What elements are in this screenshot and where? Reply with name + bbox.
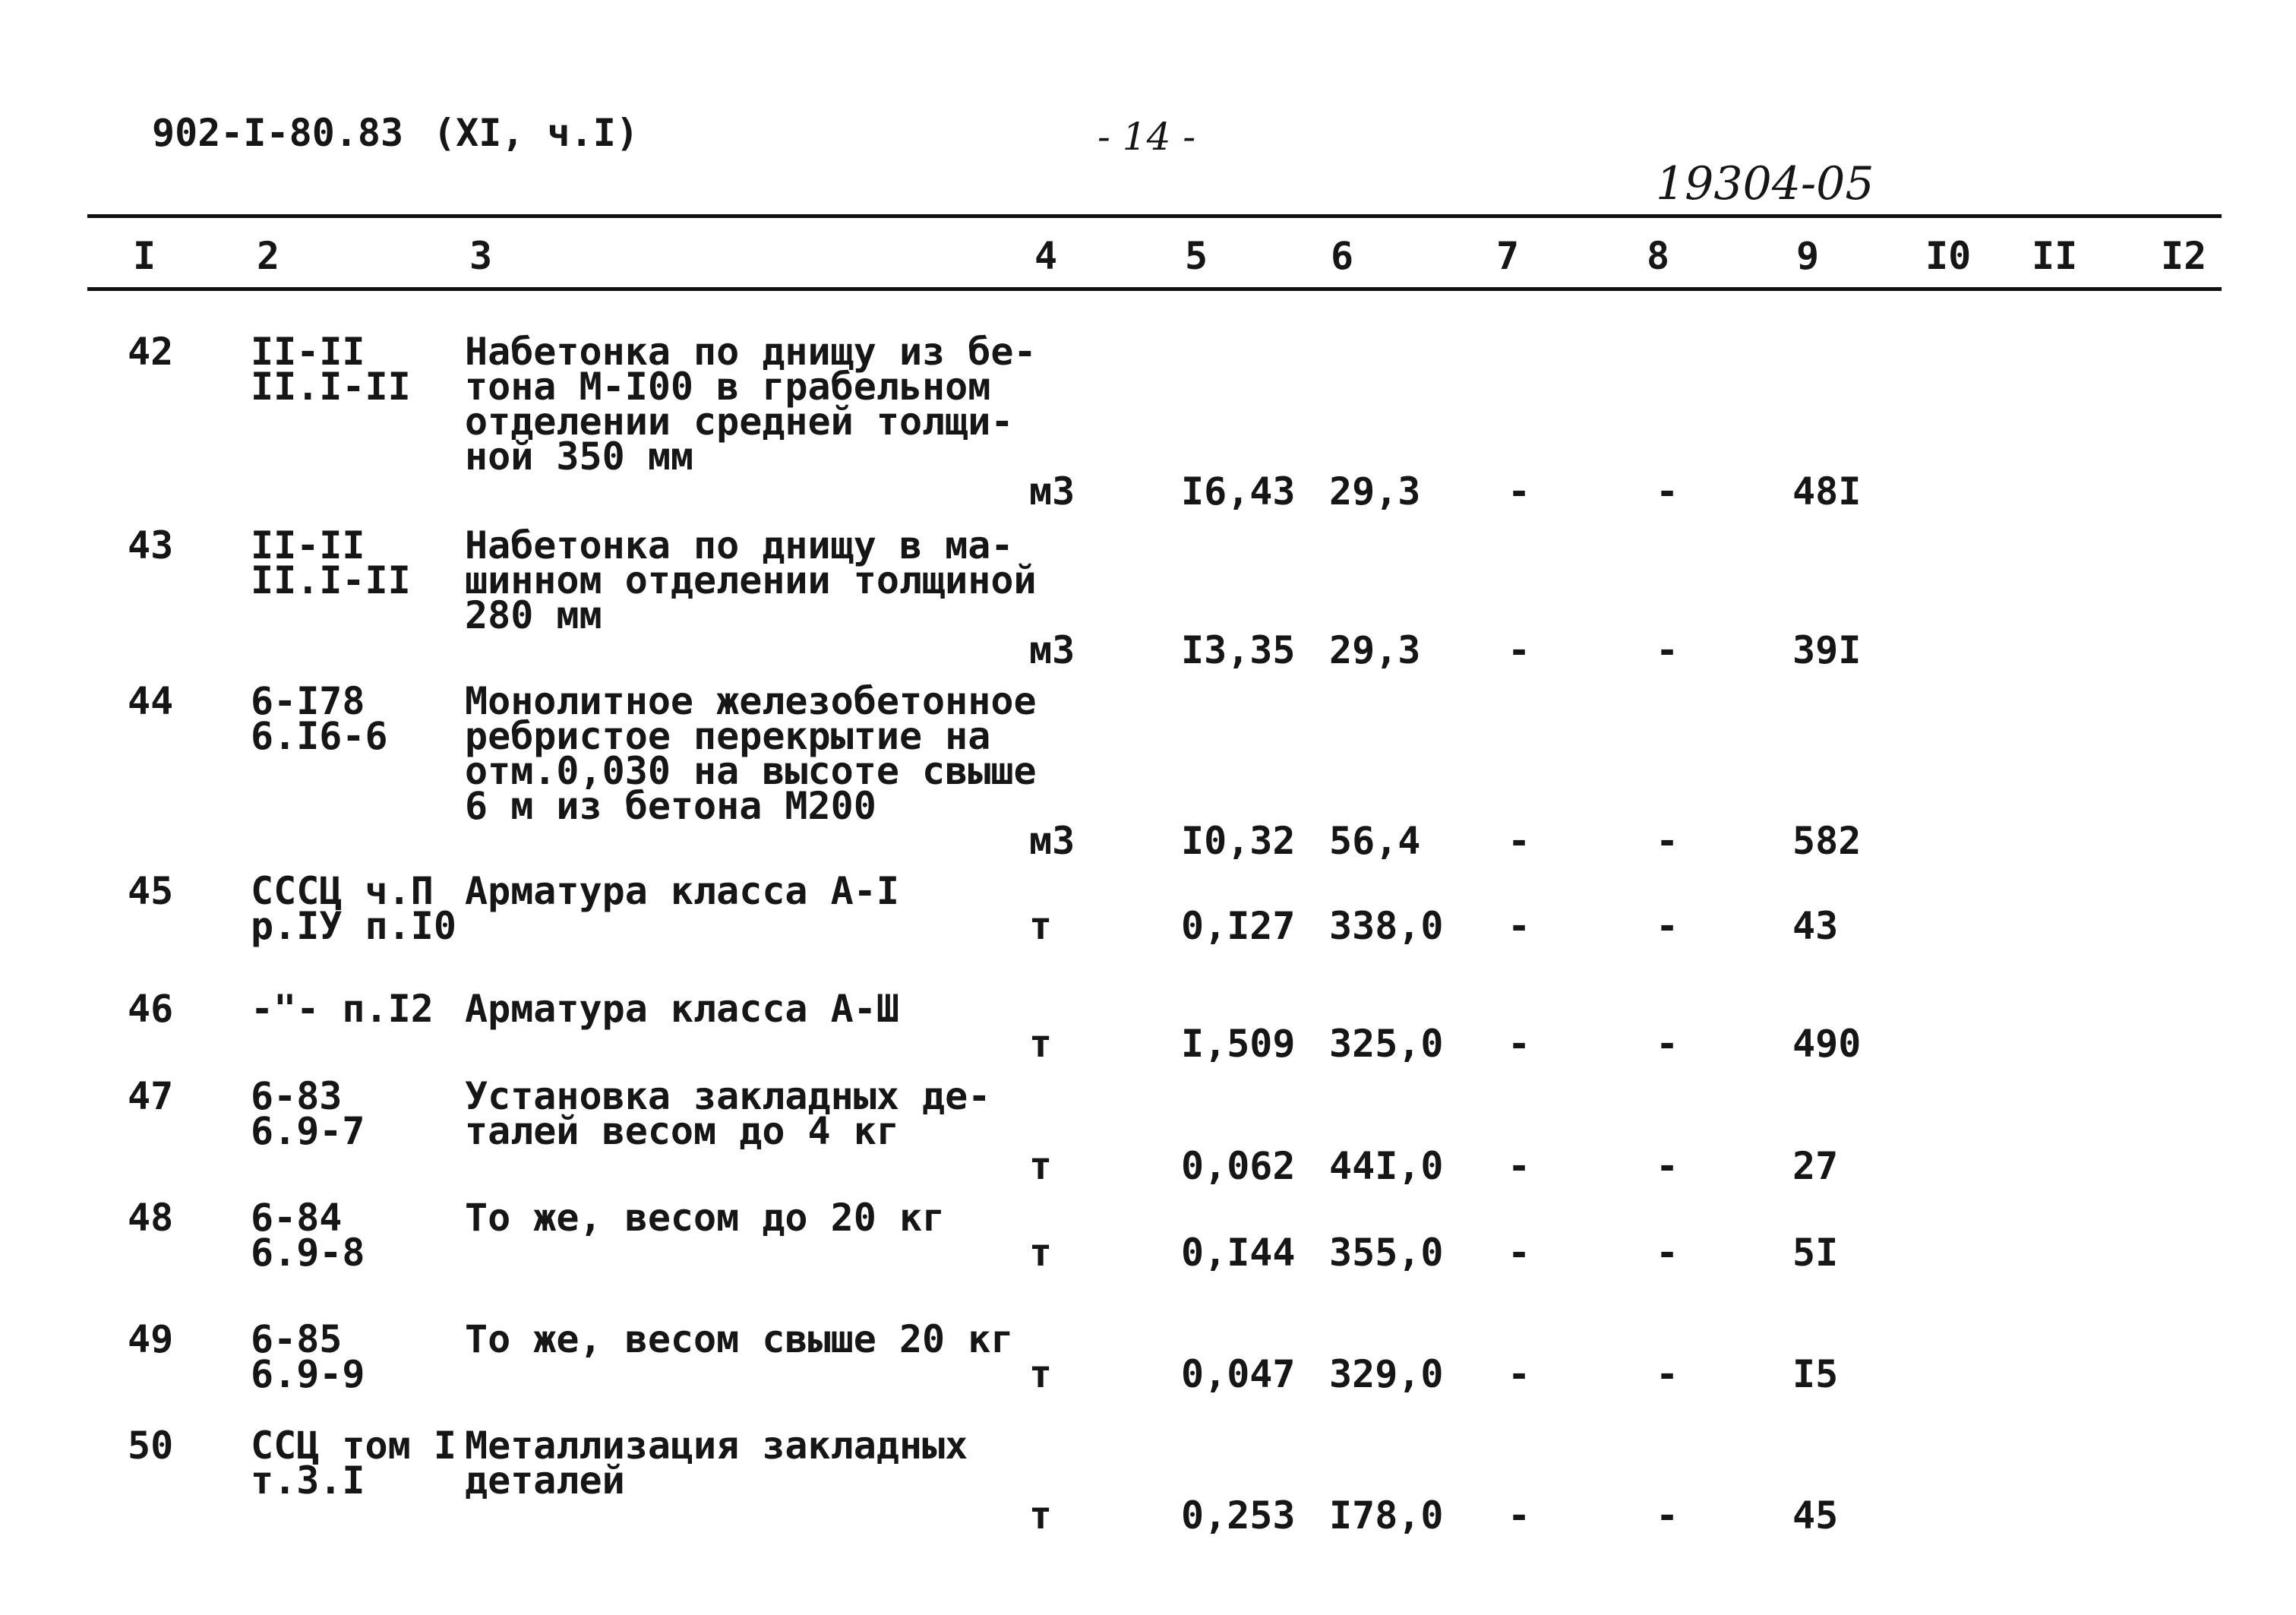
work-description: талей весом до 4 кг [465, 1109, 899, 1153]
column-header: I2 [2161, 234, 2207, 278]
work-description: 6 м из бетона М200 [465, 784, 876, 828]
work-description: Монолитное железобетонное [465, 679, 1037, 723]
norm-code: т.3.I [251, 1459, 365, 1503]
work-description: деталей [465, 1459, 625, 1503]
column-7-cell: - [1508, 819, 1531, 863]
work-description: Набетонка по днищу в ма- [465, 523, 1014, 567]
work-description: Металлизация закладных [465, 1424, 968, 1468]
work-description: Арматура класса А-Ш [465, 987, 899, 1031]
column-header: 2 [257, 234, 280, 278]
unit-price-cell: 329,0 [1329, 1352, 1444, 1396]
page-number: - 14 - [1097, 115, 1196, 159]
unit-price-cell: 56,4 [1329, 819, 1421, 863]
work-description: отделении средней толщи- [465, 400, 1014, 444]
quantity-cell: I3,35 [1181, 628, 1296, 672]
column-7-cell: - [1508, 628, 1531, 672]
norm-code: 6-84 [251, 1196, 343, 1240]
norm-code: II-II [251, 523, 365, 567]
total-cost-cell: 48I [1792, 469, 1862, 514]
total-cost-cell: 43 [1792, 904, 1839, 948]
unit-price-cell: 338,0 [1329, 904, 1444, 948]
total-cost-cell: 45 [1792, 1493, 1839, 1538]
norm-code: II-II [251, 330, 365, 374]
unit-cell: м3 [1029, 469, 1075, 514]
column-header: 5 [1185, 234, 1208, 278]
quantity-cell: I6,43 [1181, 469, 1296, 514]
column-8-cell: - [1656, 469, 1679, 514]
column-header: I [133, 234, 156, 278]
norm-code: 6.9-8 [251, 1231, 365, 1275]
table-top-rule [87, 214, 2222, 218]
unit-cell: м3 [1029, 628, 1075, 672]
work-description: Арматура класса А-I [465, 869, 899, 913]
quantity-cell: 0,I27 [1181, 904, 1296, 948]
column-header: I0 [1925, 234, 1972, 278]
column-header: 4 [1034, 234, 1058, 278]
document-volume: (XI, ч.I) [433, 111, 639, 155]
unit-price-cell: 29,3 [1329, 469, 1421, 514]
norm-code: р.IУ п.I0 [251, 904, 456, 948]
column-7-cell: - [1508, 1144, 1531, 1188]
column-8-cell: - [1656, 1144, 1679, 1188]
norm-code: 6-85 [251, 1317, 343, 1361]
work-description: ребристое перекрытие на [465, 714, 991, 758]
column-8-cell: - [1656, 1493, 1679, 1538]
work-description: тона М-I00 в грабельном [465, 365, 991, 409]
quantity-cell: 0,047 [1181, 1352, 1296, 1396]
column-8-cell: - [1656, 1022, 1679, 1066]
norm-code: II.I-II [251, 558, 411, 602]
norm-code: СССЦ ч.П [251, 869, 434, 913]
work-description: То же, весом до 20 кг [465, 1196, 946, 1240]
norm-code: 6.9-7 [251, 1109, 365, 1153]
column-header: 7 [1496, 234, 1520, 278]
norm-code: 6.I6-6 [251, 714, 388, 758]
work-description: ной 350 мм [465, 435, 694, 479]
norm-code: 6-83 [251, 1074, 343, 1118]
unit-price-cell: 325,0 [1329, 1022, 1444, 1066]
quantity-cell: 0,I44 [1181, 1231, 1296, 1275]
document-code: 902-I-80.83 [152, 111, 404, 155]
column-8-cell: - [1656, 1352, 1679, 1396]
work-description: 280 мм [465, 593, 602, 637]
quantity-cell: I0,32 [1181, 819, 1296, 863]
total-cost-cell: I5 [1792, 1352, 1839, 1396]
unit-price-cell: 29,3 [1329, 628, 1421, 672]
total-cost-cell: 490 [1792, 1022, 1862, 1066]
quantity-cell: 0,253 [1181, 1493, 1296, 1538]
unit-cell: т [1029, 1352, 1053, 1396]
column-8-cell: - [1656, 1231, 1679, 1275]
work-description: отм.0,030 на высоте свыше [465, 749, 1037, 793]
work-description: шинном отделении толщиной [465, 558, 1037, 602]
work-description: То же, весом свыше 20 кг [465, 1317, 1014, 1361]
unit-price-cell: 355,0 [1329, 1231, 1444, 1275]
unit-price-cell: I78,0 [1329, 1493, 1444, 1538]
total-cost-cell: 5I [1792, 1231, 1839, 1275]
column-7-cell: - [1508, 1493, 1531, 1538]
row-number: 46 [128, 987, 174, 1031]
row-number: 44 [128, 679, 174, 723]
row-number: 43 [128, 523, 174, 567]
column-header: 9 [1796, 234, 1820, 278]
total-cost-cell: 39I [1792, 628, 1862, 672]
column-header: 6 [1331, 234, 1354, 278]
quantity-cell: 0,062 [1181, 1144, 1296, 1188]
norm-code: ССЦ том I [251, 1424, 456, 1468]
total-cost-cell: 582 [1792, 819, 1862, 863]
row-number: 50 [128, 1424, 174, 1468]
unit-cell: м3 [1029, 819, 1075, 863]
unit-price-cell: 44I,0 [1329, 1144, 1444, 1188]
column-header: 8 [1647, 234, 1670, 278]
unit-cell: т [1029, 1231, 1053, 1275]
column-7-cell: - [1508, 904, 1531, 948]
norm-code: 6.9-9 [251, 1352, 365, 1396]
unit-cell: т [1029, 1022, 1053, 1066]
column-7-cell: - [1508, 1231, 1531, 1275]
column-8-cell: - [1656, 628, 1679, 672]
column-7-cell: - [1508, 1022, 1531, 1066]
norm-code: -"- п.I2 [251, 987, 434, 1031]
work-description: Установка закладных де- [465, 1074, 991, 1118]
column-header: II [2032, 234, 2078, 278]
total-cost-cell: 27 [1792, 1144, 1839, 1188]
column-7-cell: - [1508, 1352, 1531, 1396]
inventory-number: 19304-05 [1656, 157, 1874, 210]
table-header-rule [87, 287, 2222, 291]
norm-code: 6-I78 [251, 679, 365, 723]
quantity-cell: I,509 [1181, 1022, 1296, 1066]
column-header: 3 [469, 234, 493, 278]
column-8-cell: - [1656, 904, 1679, 948]
unit-cell: т [1029, 1493, 1053, 1538]
row-number: 48 [128, 1196, 174, 1240]
row-number: 45 [128, 869, 174, 913]
column-8-cell: - [1656, 819, 1679, 863]
work-description: Набетонка по днищу из бе- [465, 330, 1037, 374]
unit-cell: т [1029, 904, 1053, 948]
row-number: 47 [128, 1074, 174, 1118]
norm-code: II.I-II [251, 365, 411, 409]
column-7-cell: - [1508, 469, 1531, 514]
unit-cell: т [1029, 1144, 1053, 1188]
row-number: 42 [128, 330, 174, 374]
row-number: 49 [128, 1317, 174, 1361]
